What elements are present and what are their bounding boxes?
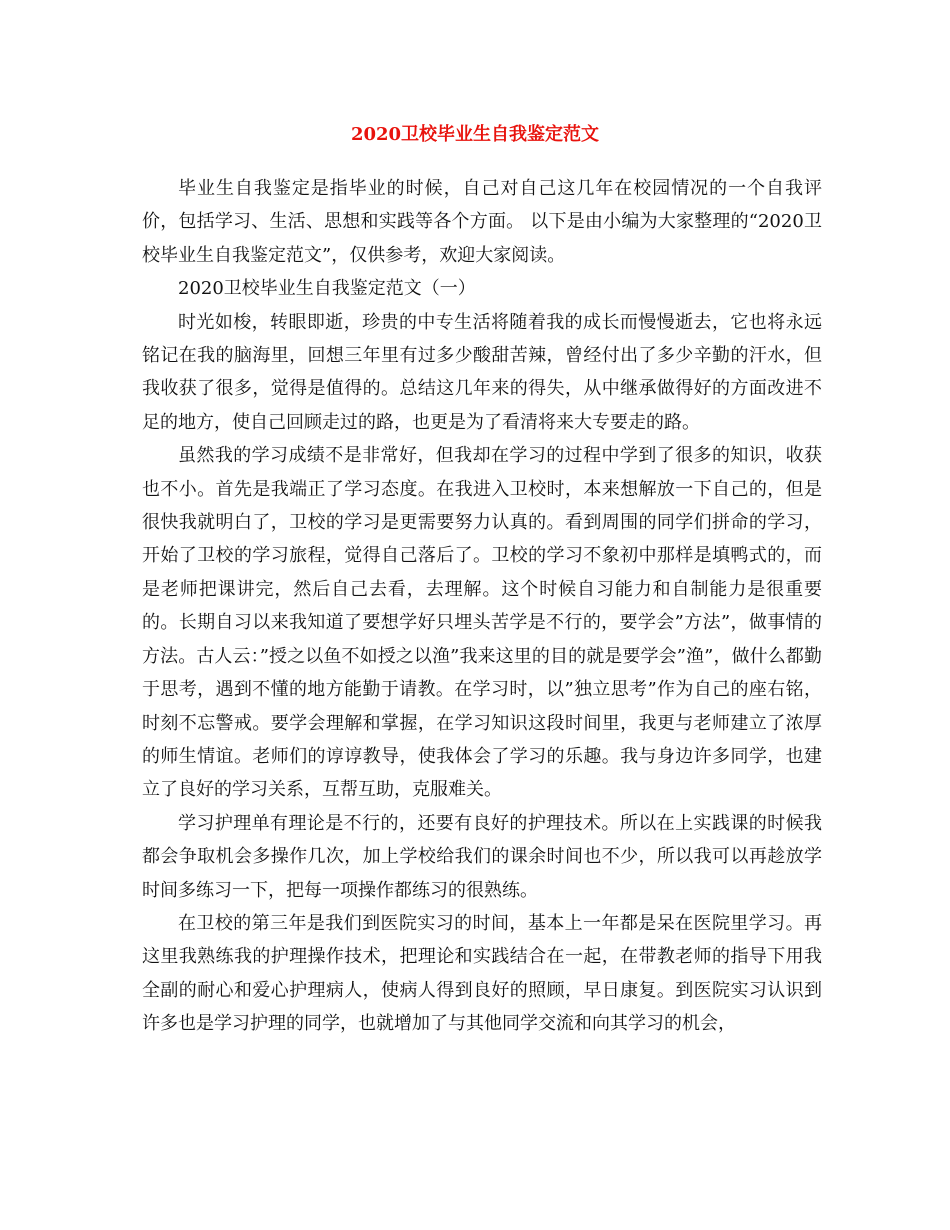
intro-paragraph: 毕业生自我鉴定是指毕业的时候，自己对自己这几年在校园情况的一个自我评价，包括学习、生活、思想和实践等各个方面。 以下是由小编为大家整理的“2020卫校毕业生自我鉴定范文”，仅供参考，欢迎大家阅读。: [142, 178, 822, 266]
document-body: [142, 172, 822, 1041]
body-paragraph: 在卫校的第三年是我们到医院实习的时间，基本上一年都是呆在医院里学习。再这里我熟练我的护理操作技术，把理论和实践结合在一起，在带教老师的指导下用我全副的耐心和爱心护理病人，使病人得到良好的照顾，早日康复。到医院实习认识到许多也是学习护理的同学，也就增加了与其他同学交流和向其学习的机会，: [142, 912, 822, 1035]
body-paragraph: 时光如梭，转眼即逝，珍贵的中专生活将随着我的成长而慢慢逝去，它也将永远铭记在我的脑海里，回想三年里有过多少酸甜苦辣，曾经付出了多少辛勤的汗水，但我收获了很多，觉得是值得的。总结这几年来的得失，从中继承做得好的方面改进不足的地方，使自己回顾走过的路，也更是为了看清将来大专要走的路。: [142, 311, 822, 433]
body-paragraph: 学习护理单有理论是不行的，还要有良好的护理技术。所以在上实践课的时候我都会争取机会多操作几次，加上学校给我们的课余时间也不少，所以我可以再趁放学时间多练习一下，把每一项操作都练习的很熟练。: [142, 812, 822, 901]
body-paragraph: 虽然我的学习成绩不是非常好，但我却在学习的过程中学到了很多的知识，收获也不小。首先是我端正了学习态度。在我进入卫校时，本来想解放一下自己的，但是很快我就明白了，卫校的学习是更需要努力认真的。看到周围的同学们拼命的学习，开始了卫校的学习旅程，觉得自己落后了。卫校的学习不象初中那样是填鸭式的，而是老师把课讲完，然后自己去看，去理解。这个时候自习能力和自制能力是很重要的。长期自习以来我知道了要想学好只埋头苦学是不行的，要学会”方法”，做事情的方法。古人云：”授之以鱼不如授之以渔”我来这里的目的就是要学会”渔”，做什么都勤于思考，遇到不懂的地方能勤于请教。在学习时，以”独立思考”作为自己的座右铭，时刻不忘警戒。要学会理解和掌握，在学习知识这段时间里，我更与老师建立了浓厚的师生情谊。老师们的谆谆教导，使我体会了学习的乐趣。我与身边许多同学，也建立了良好的学习关系，互帮互助，克服难关。: [142, 445, 822, 801]
section-heading: 2020卫校毕业生自我鉴定范文（一）: [178, 278, 476, 300]
document-title: 2020卫校毕业生自我鉴定范文: [350, 124, 600, 145]
